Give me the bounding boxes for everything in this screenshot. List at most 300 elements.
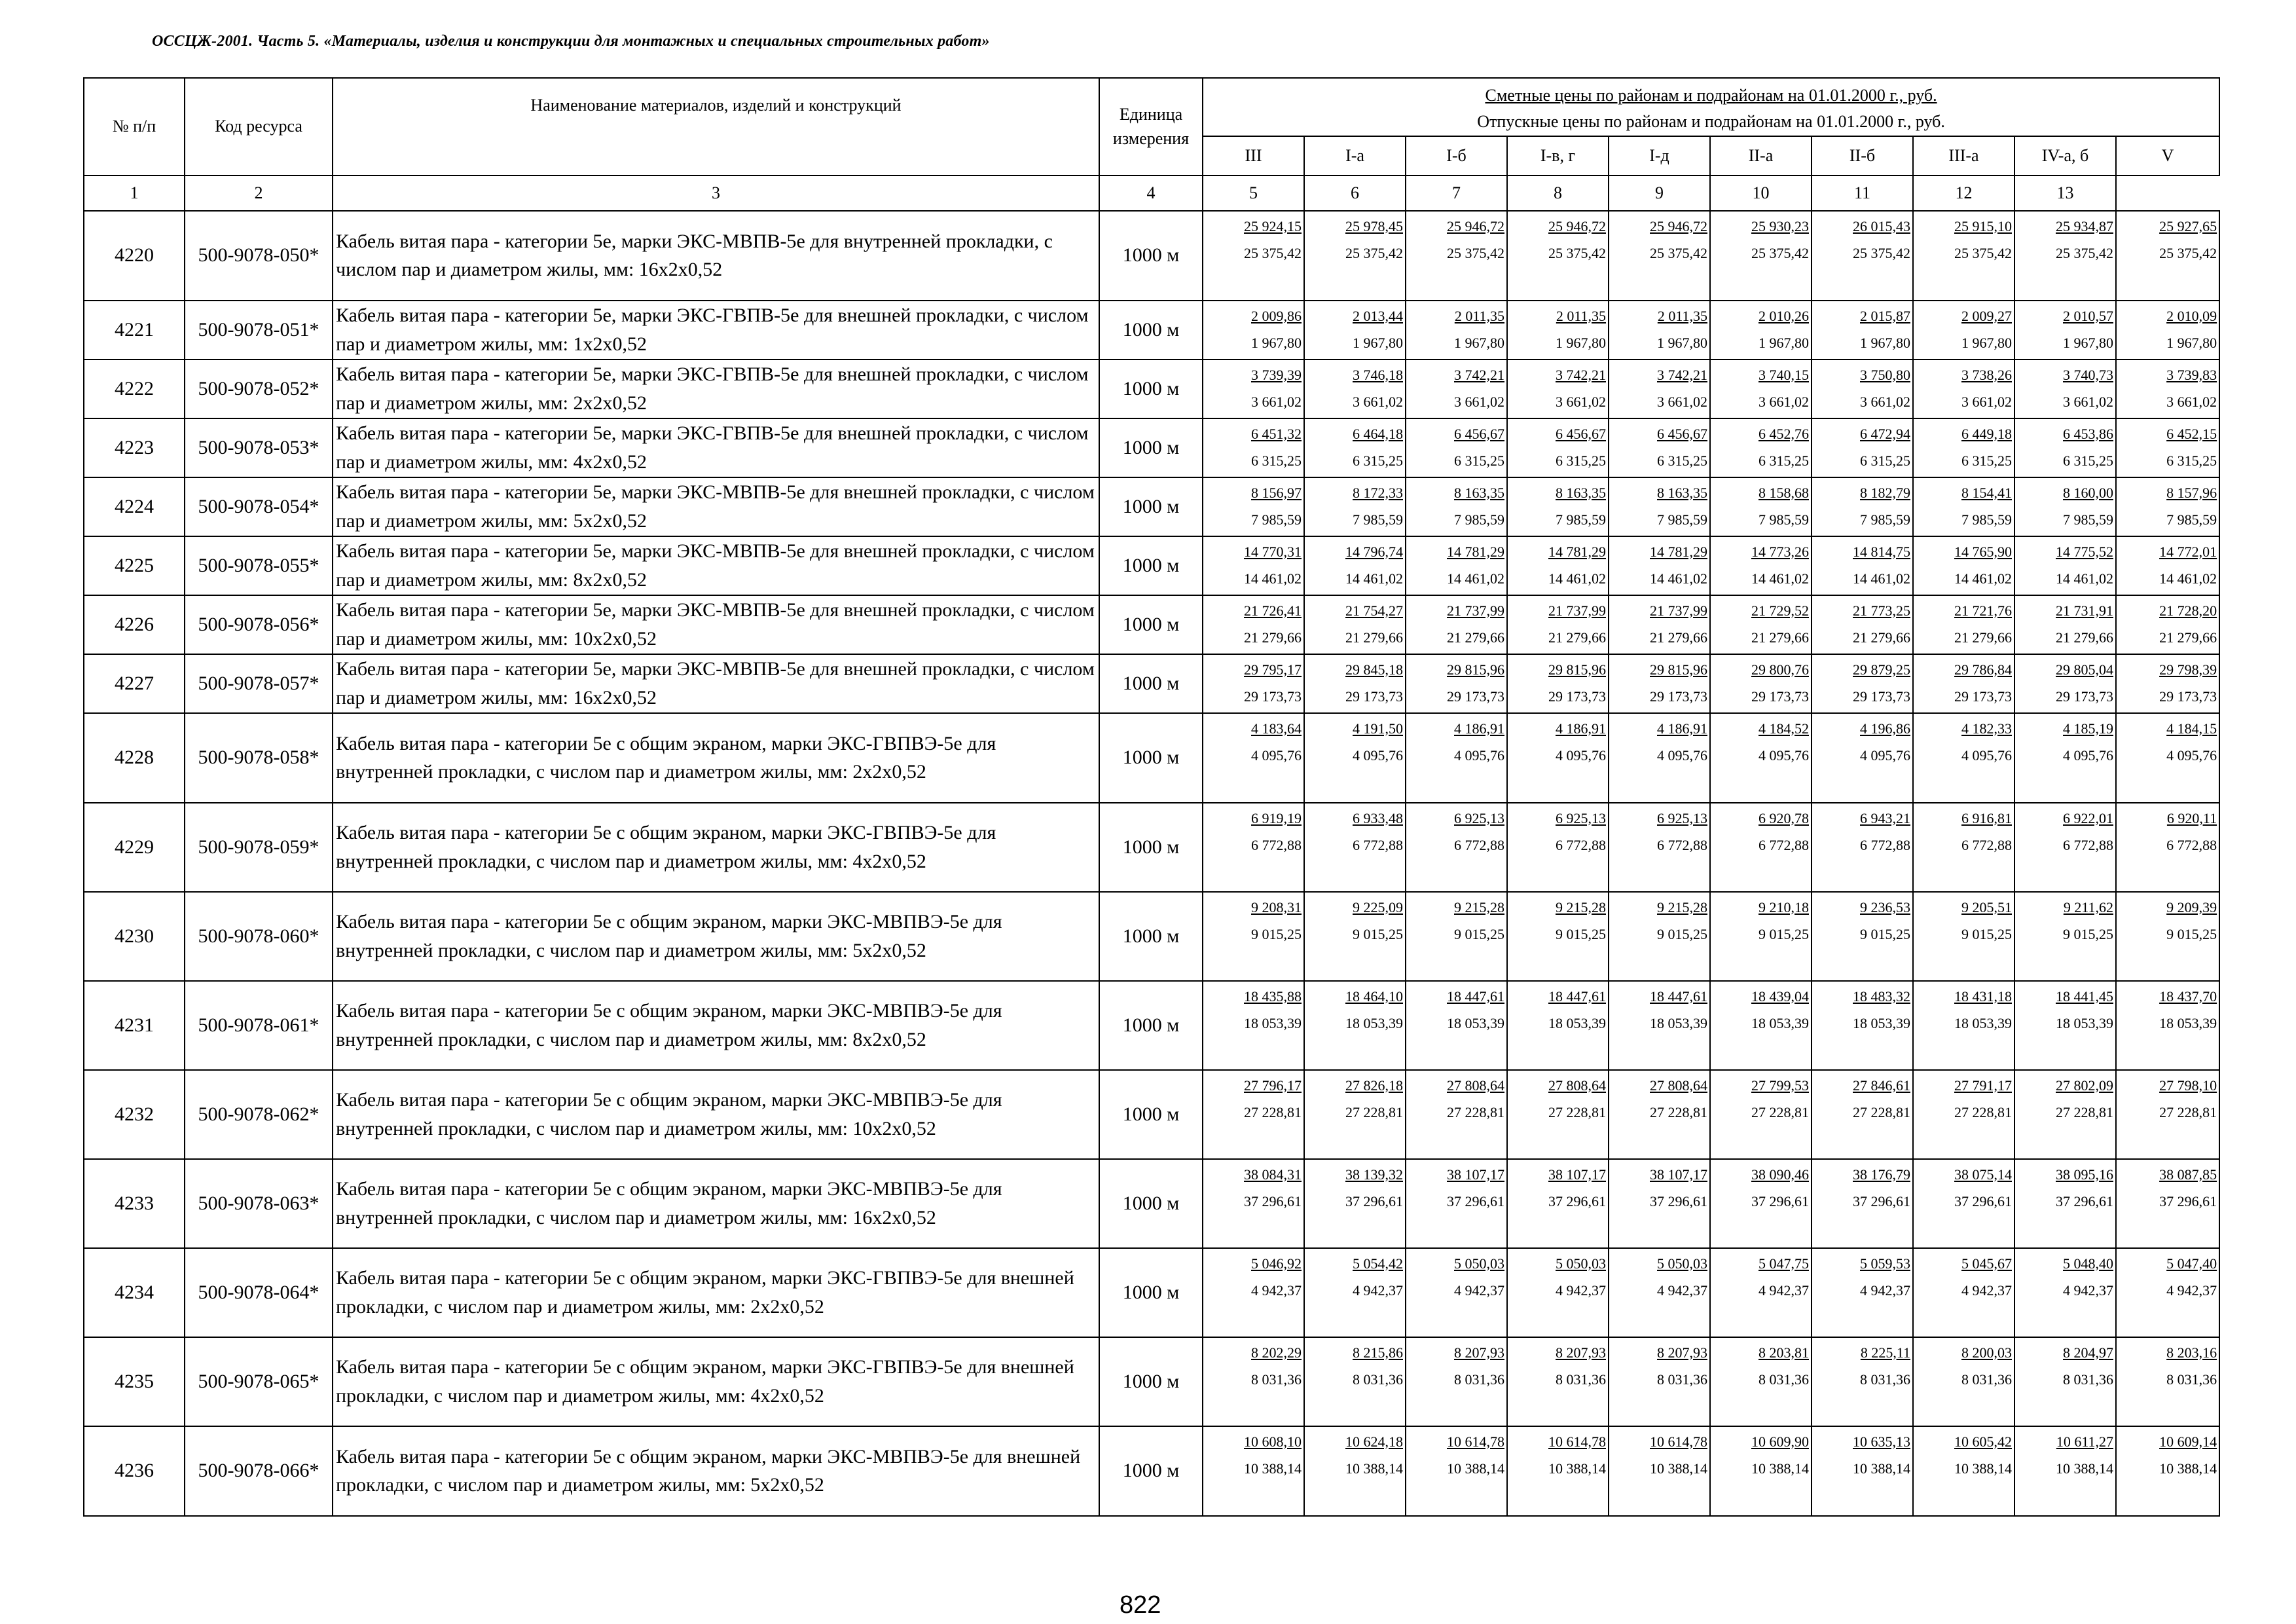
row-number: 4229: [84, 803, 185, 892]
estimate-price: 8 203,16: [2166, 1344, 2217, 1361]
resource-code: 500-9078-053*: [185, 418, 333, 477]
release-price: 27 228,81: [1345, 1104, 1403, 1121]
release-price: 4 942,37: [1860, 1282, 1910, 1299]
price-cell: [2116, 1337, 2219, 1426]
estimate-price: 25 934,87: [2056, 217, 2113, 234]
unit-of-measure: 1000 м: [1099, 536, 1203, 595]
release-price: 14 461,02: [1954, 570, 2012, 587]
price-cell: [1507, 1248, 1609, 1337]
release-price: 7 985,59: [1556, 511, 1606, 528]
release-price: 7 985,59: [2063, 511, 2113, 528]
release-price: 25 375,42: [1954, 245, 2012, 262]
price-cell: [1710, 595, 1812, 654]
price-cell: [1507, 477, 1609, 536]
estimate-price: 3 740,73: [2063, 366, 2113, 383]
estimate-price: 26 015,43: [1853, 217, 1910, 234]
estimate-price: 8 154,41: [1961, 484, 2012, 501]
estimate-price: 38 107,17: [1548, 1166, 1606, 1183]
price-cell: [2116, 211, 2219, 301]
estimate-price: 29 815,96: [1548, 661, 1606, 678]
release-price: 3 661,02: [1860, 394, 1910, 411]
estimate-price: 6 943,21: [1860, 809, 1910, 826]
resource-code: 500-9078-051*: [185, 301, 333, 360]
price-cell: [1913, 1426, 2014, 1516]
price-cell: [1406, 803, 1507, 892]
release-price: 7 985,59: [1353, 511, 1403, 528]
estimate-price: 5 047,40: [2166, 1255, 2217, 1272]
resource-code: 500-9078-065*: [185, 1337, 333, 1426]
price-cell: [1812, 418, 1913, 477]
price-cell: [1609, 1070, 1710, 1159]
estimate-price: 29 845,18: [1345, 661, 1403, 678]
price-cell: [1710, 1070, 1812, 1159]
price-cell: [1203, 301, 1304, 360]
release-price: 4 095,76: [2166, 747, 2217, 764]
estimate-price: 18 431,18: [1954, 987, 2012, 1005]
estimate-price: 14 814,75: [1853, 543, 1910, 560]
estimate-price: 4 184,15: [2166, 720, 2217, 737]
column-number: 1: [84, 175, 185, 211]
release-price: 14 461,02: [2159, 570, 2217, 587]
release-price: 4 942,37: [1657, 1282, 1707, 1299]
row-number: 4221: [84, 301, 185, 360]
price-cell: [1406, 1070, 1507, 1159]
release-price: 18 053,39: [2056, 1015, 2113, 1032]
price-cell: [1507, 1426, 1609, 1516]
price-cell: [1406, 713, 1507, 803]
unit-of-measure: 1000 м: [1099, 1337, 1203, 1426]
estimate-price: 8 215,86: [1353, 1344, 1403, 1361]
table-row: [84, 981, 2219, 1070]
estimate-price: 2 010,57: [2063, 307, 2113, 324]
price-cell: [1304, 1070, 1406, 1159]
material-name: Кабель витая пара - категории 5е с общим экраном, марки ЭКС-ГВПВЭ-5е для внутренней прокладки, с числом пар и диаметром жилы, мм: 2х2х0,52: [333, 713, 1099, 803]
material-name: Кабель витая пара - категории 5е с общим экраном, марки ЭКС-МВПВЭ-5е для внешней прокладки, с числом пар и диаметром жилы, мм: 5х2х0,52: [333, 1426, 1099, 1516]
price-cell: [1710, 301, 1812, 360]
price-cell: [1203, 477, 1304, 536]
price-cell: [1507, 360, 1609, 418]
estimate-price: 27 808,64: [1447, 1077, 1504, 1094]
release-price: 29 173,73: [1954, 688, 2012, 705]
estimate-price: 3 738,26: [1961, 366, 2012, 383]
estimate-price: 2 013,44: [1353, 307, 1403, 324]
region-header: II-а: [1710, 136, 1812, 175]
release-price: 9 015,25: [2063, 926, 2113, 943]
unit-of-measure: 1000 м: [1099, 360, 1203, 418]
release-price: 3 661,02: [1353, 394, 1403, 411]
row-number: 4228: [84, 713, 185, 803]
release-price: 21 279,66: [1447, 629, 1504, 646]
price-cell: [2014, 713, 2116, 803]
release-price: 4 942,37: [1758, 1282, 1809, 1299]
price-cell: [1609, 713, 1710, 803]
release-price: 27 228,81: [2159, 1104, 2217, 1121]
price-cell: [1304, 360, 1406, 418]
estimate-price: 3 739,39: [1251, 366, 1302, 383]
estimate-price: 10 609,14: [2159, 1433, 2217, 1450]
release-price: 21 279,66: [1751, 629, 1809, 646]
release-price: 27 228,81: [1751, 1104, 1809, 1121]
release-price: 7 985,59: [1657, 511, 1707, 528]
price-cell: [1913, 595, 2014, 654]
release-price: 25 375,42: [2056, 245, 2113, 262]
release-price: 9 015,25: [2166, 926, 2217, 943]
column-number: 9: [1609, 175, 1710, 211]
price-cell: [2116, 892, 2219, 981]
release-price: 4 095,76: [1556, 747, 1606, 764]
price-cell: [2014, 477, 2116, 536]
release-price: 14 461,02: [1548, 570, 1606, 587]
estimate-price: 6 925,13: [1657, 809, 1707, 826]
material-name: Кабель витая пара - категории 5е, марки ЭКС-МВПВ-5е для внутренней прокладки, с числом пар и диаметром жилы, мм: 16х2х0,52: [333, 211, 1099, 301]
release-price: 18 053,39: [1345, 1015, 1403, 1032]
price-cell: [1406, 301, 1507, 360]
resource-code: 500-9078-056*: [185, 595, 333, 654]
row-number: 4225: [84, 536, 185, 595]
price-cell: [1812, 301, 1913, 360]
estimate-price: 9 215,28: [1657, 898, 1707, 915]
region-header: IV-а, б: [2014, 136, 2116, 175]
release-price: 6 315,25: [1961, 452, 2012, 470]
estimate-price: 6 472,94: [1860, 425, 1910, 442]
estimate-price: 14 775,52: [2056, 543, 2113, 560]
release-price: 18 053,39: [1244, 1015, 1302, 1032]
price-cell: [2116, 981, 2219, 1070]
price-cell: [1812, 1070, 1913, 1159]
release-price: 37 296,61: [1244, 1193, 1302, 1210]
price-cell: [1406, 654, 1507, 713]
price-cell: [1812, 1337, 1913, 1426]
estimate-price: 27 808,64: [1548, 1077, 1606, 1094]
estimate-price: 5 059,53: [1860, 1255, 1910, 1272]
estimate-price: 4 182,33: [1961, 720, 2012, 737]
estimate-price: 8 203,81: [1758, 1344, 1809, 1361]
price-cell: [2116, 1070, 2219, 1159]
price-cell: [1507, 211, 1609, 301]
price-cell: [1913, 981, 2014, 1070]
estimate-price: 21 721,76: [1954, 602, 2012, 619]
estimate-price: 14 796,74: [1345, 543, 1403, 560]
estimate-price: 6 920,78: [1758, 809, 1809, 826]
material-name: Кабель витая пара - категории 5е с общим экраном, марки ЭКС-ГВПВЭ-5е для внешней прокладки, с числом пар и диаметром жилы, мм: 4х2х0,52: [333, 1337, 1099, 1426]
estimate-price: 6 456,67: [1454, 425, 1504, 442]
release-price: 14 461,02: [1345, 570, 1403, 587]
release-price: 7 985,59: [1860, 511, 1910, 528]
estimate-price: 25 978,45: [1345, 217, 1403, 234]
price-cell: [1304, 211, 1406, 301]
row-number: 4224: [84, 477, 185, 536]
estimate-price: 10 605,42: [1954, 1433, 2012, 1450]
row-number: 4227: [84, 654, 185, 713]
release-price: 29 173,73: [1548, 688, 1606, 705]
price-cell: [1710, 654, 1812, 713]
estimate-price: 25 930,23: [1751, 217, 1809, 234]
estimate-price: 8 225,11: [1860, 1344, 1910, 1361]
release-price: 18 053,39: [1751, 1015, 1809, 1032]
release-price: 21 279,66: [1954, 629, 2012, 646]
unit-of-measure: 1000 м: [1099, 595, 1203, 654]
release-price: 6 315,25: [1657, 452, 1707, 470]
price-cell: [1203, 211, 1304, 301]
estimate-price: 4 186,91: [1454, 720, 1504, 737]
estimate-price: 2 010,26: [1758, 307, 1809, 324]
material-name: Кабель витая пара - категории 5е с общим экраном, марки ЭКС-ГВПВЭ-5е для внешней прокладки, с числом пар и диаметром жилы, мм: 2х2х0,52: [333, 1248, 1099, 1337]
estimate-price: 4 186,91: [1556, 720, 1606, 737]
release-price: 1 967,80: [1353, 335, 1403, 352]
release-price: 27 228,81: [1650, 1104, 1707, 1121]
release-price: 6 772,88: [2063, 837, 2113, 854]
estimate-price: 2 010,09: [2166, 307, 2217, 324]
release-price: 6 315,25: [1353, 452, 1403, 470]
release-price: 1 967,80: [1961, 335, 2012, 352]
release-price: 8 031,36: [1758, 1371, 1809, 1388]
price-cell: [1913, 1159, 2014, 1248]
material-name: Кабель витая пара - категории 5е, марки ЭКС-МВПВ-5е для внешней прокладки, с числом пар и диаметром жилы, мм: 8х2х0,52: [333, 536, 1099, 595]
estimate-price: 9 236,53: [1860, 898, 1910, 915]
release-price: 18 053,39: [1954, 1015, 2012, 1032]
estimate-price: 8 157,96: [2166, 484, 2217, 501]
release-price: 21 279,66: [1345, 629, 1403, 646]
estimate-price: 5 046,92: [1251, 1255, 1302, 1272]
price-cell: [2116, 477, 2219, 536]
release-price: 29 173,73: [1345, 688, 1403, 705]
estimate-price: 5 050,03: [1657, 1255, 1707, 1272]
header-no: № п/п: [84, 78, 185, 175]
release-price: 10 388,14: [1244, 1460, 1302, 1477]
release-price: 37 296,61: [1751, 1193, 1809, 1210]
estimate-price: 8 207,93: [1657, 1344, 1707, 1361]
estimate-price: 5 054,42: [1353, 1255, 1403, 1272]
estimate-price: 10 609,90: [1751, 1433, 1809, 1450]
release-price: 4 942,37: [1556, 1282, 1606, 1299]
price-cell: [1406, 1426, 1507, 1516]
estimate-price: 8 204,97: [2063, 1344, 2113, 1361]
resource-code: 500-9078-057*: [185, 654, 333, 713]
release-price: 6 315,25: [1758, 452, 1809, 470]
estimate-price: 2 011,35: [1454, 307, 1504, 324]
price-cell: [1812, 595, 1913, 654]
material-name: Кабель витая пара - категории 5е, марки ЭКС-МВПВ-5е для внешней прокладки, с числом пар и диаметром жилы, мм: 10х2х0,52: [333, 595, 1099, 654]
release-price: 3 661,02: [1961, 394, 2012, 411]
estimate-price: 6 452,15: [2166, 425, 2217, 442]
release-price: 8 031,36: [1251, 1371, 1302, 1388]
release-price: 3 661,02: [2166, 394, 2217, 411]
estimate-price: 6 464,18: [1353, 425, 1403, 442]
price-cell: [1812, 803, 1913, 892]
table-row: [84, 211, 2219, 301]
estimate-price: 8 163,35: [1556, 484, 1606, 501]
price-cell: [1304, 892, 1406, 981]
price-cell: [1609, 301, 1710, 360]
estimate-price: 6 925,13: [1556, 809, 1606, 826]
material-name: Кабель витая пара - категории 5е, марки ЭКС-МВПВ-5е для внешней прокладки, с числом пар и диаметром жилы, мм: 16х2х0,52: [333, 654, 1099, 713]
release-price: 14 461,02: [1447, 570, 1504, 587]
estimate-price: 6 920,11: [2166, 809, 2217, 826]
estimate-price: 4 183,64: [1251, 720, 1302, 737]
price-cell: [1507, 803, 1609, 892]
estimate-price: 10 608,10: [1244, 1433, 1302, 1450]
row-number: 4226: [84, 595, 185, 654]
release-price: 4 095,76: [1454, 747, 1504, 764]
estimate-price: 18 464,10: [1345, 987, 1403, 1005]
estimate-price: 25 924,15: [1244, 217, 1302, 234]
price-cell: [1304, 981, 1406, 1070]
release-price: 8 031,36: [1353, 1371, 1403, 1388]
estimate-price: 3 750,80: [1860, 366, 1910, 383]
release-price: 7 985,59: [1961, 511, 2012, 528]
estimate-price: 2 009,86: [1251, 307, 1302, 324]
estimate-price: 4 185,19: [2063, 720, 2113, 737]
estimate-price: 8 158,68: [1758, 484, 1809, 501]
release-price: 21 279,66: [2159, 629, 2217, 646]
price-cell: [1710, 211, 1812, 301]
release-price: 9 015,25: [1556, 926, 1606, 943]
column-number-row: [84, 175, 2219, 211]
release-price: 25 375,42: [1244, 245, 1302, 262]
price-cell: [1507, 713, 1609, 803]
price-cell: [1406, 1159, 1507, 1248]
resource-code: 500-9078-062*: [185, 1070, 333, 1159]
release-price: 25 375,42: [1751, 245, 1809, 262]
price-cell: [2116, 418, 2219, 477]
release-price: 3 661,02: [1657, 394, 1707, 411]
price-cell: [1913, 536, 2014, 595]
estimate-price: 14 773,26: [1751, 543, 1809, 560]
table-row: [84, 892, 2219, 981]
region-header: I-б: [1406, 136, 1507, 175]
table-row: [84, 1248, 2219, 1337]
column-number: 7: [1406, 175, 1507, 211]
row-number: 4222: [84, 360, 185, 418]
price-cell: [1812, 536, 1913, 595]
estimate-price: 38 084,31: [1244, 1166, 1302, 1183]
column-number: 8: [1507, 175, 1609, 211]
price-cell: [1203, 536, 1304, 595]
column-number: 6: [1304, 175, 1406, 211]
price-cell: [1304, 301, 1406, 360]
price-cell: [1710, 360, 1812, 418]
estimate-price: 3 740,15: [1758, 366, 1809, 383]
price-cell: [1304, 1248, 1406, 1337]
estimate-price: 6 451,32: [1251, 425, 1302, 442]
resource-code: 500-9078-059*: [185, 803, 333, 892]
release-price: 6 315,25: [2063, 452, 2113, 470]
estimate-price: 21 773,25: [1853, 602, 1910, 619]
column-number: 11: [1812, 175, 1913, 211]
release-price: 37 296,61: [1345, 1193, 1403, 1210]
release-price: 29 173,73: [2159, 688, 2217, 705]
column-number: 5: [1203, 175, 1304, 211]
price-cell: [1913, 1337, 2014, 1426]
release-price: 21 279,66: [1548, 629, 1606, 646]
estimate-price: 3 742,21: [1657, 366, 1707, 383]
price-cell: [2014, 301, 2116, 360]
price-cell: [2014, 595, 2116, 654]
column-number: 3: [333, 175, 1099, 211]
price-cell: [1812, 1426, 1913, 1516]
estimate-price: 3 742,21: [1556, 366, 1606, 383]
release-price: 3 661,02: [2063, 394, 2113, 411]
unit-of-measure: 1000 м: [1099, 418, 1203, 477]
row-number: 4220: [84, 211, 185, 301]
material-name: Кабель витая пара - категории 5е с общим экраном, марки ЭКС-МВПВЭ-5е для внутренней прокладки, с числом пар и диаметром жилы, мм: 8х2х0,52: [333, 981, 1099, 1070]
unit-of-measure: 1000 м: [1099, 892, 1203, 981]
column-number: 10: [1710, 175, 1812, 211]
estimate-price: 14 765,90: [1954, 543, 2012, 560]
estimate-price: 27 796,17: [1244, 1077, 1302, 1094]
estimate-price: 4 196,86: [1860, 720, 1910, 737]
release-price: 1 967,80: [1657, 335, 1707, 352]
price-cell: [1609, 595, 1710, 654]
price-cell: [2116, 1248, 2219, 1337]
estimate-price: 14 781,29: [1650, 543, 1707, 560]
price-cell: [1304, 477, 1406, 536]
release-price: 29 173,73: [1751, 688, 1809, 705]
release-price: 3 661,02: [1758, 394, 1809, 411]
estimate-price: 27 846,61: [1853, 1077, 1910, 1094]
release-price: 25 375,42: [1345, 245, 1403, 262]
price-cell: [2014, 418, 2116, 477]
estimate-price: 25 946,72: [1650, 217, 1707, 234]
release-price: 27 228,81: [1447, 1104, 1504, 1121]
material-name: Кабель витая пара - категории 5е, марки ЭКС-МВПВ-5е для внешней прокладки, с числом пар и диаметром жилы, мм: 5х2х0,52: [333, 477, 1099, 536]
estimate-price: 18 441,45: [2056, 987, 2113, 1005]
estimate-price: 14 770,31: [1244, 543, 1302, 560]
release-price: 4 095,76: [1961, 747, 2012, 764]
resource-code: 500-9078-050*: [185, 211, 333, 301]
price-cell: [1203, 595, 1304, 654]
estimate-price: 8 172,33: [1353, 484, 1403, 501]
price-cell: [1609, 418, 1710, 477]
release-price: 1 967,80: [1860, 335, 1910, 352]
release-price: 14 461,02: [2056, 570, 2113, 587]
release-price: 37 296,61: [2159, 1193, 2217, 1210]
release-price: 4 095,76: [1353, 747, 1403, 764]
price-cell: [1406, 1337, 1507, 1426]
estimate-price: 18 447,61: [1650, 987, 1707, 1005]
release-price: 14 461,02: [1244, 570, 1302, 587]
price-cell: [1913, 418, 2014, 477]
price-cell: [1609, 1248, 1710, 1337]
estimate-price: 29 800,76: [1751, 661, 1809, 678]
resource-code: 500-9078-060*: [185, 892, 333, 981]
price-cell: [2116, 536, 2219, 595]
release-price: 37 296,61: [1853, 1193, 1910, 1210]
estimate-price: 6 919,19: [1251, 809, 1302, 826]
estimate-price: 21 729,52: [1751, 602, 1809, 619]
price-cell: [1203, 1426, 1304, 1516]
column-number: 12: [1913, 175, 2014, 211]
estimate-price: 38 090,46: [1751, 1166, 1809, 1183]
price-cell: [2014, 360, 2116, 418]
estimate-price: 3 746,18: [1353, 366, 1403, 383]
price-cell: [1304, 595, 1406, 654]
region-header: I-в, г: [1507, 136, 1609, 175]
release-price: 21 279,66: [1650, 629, 1707, 646]
release-price: 6 772,88: [1353, 837, 1403, 854]
release-price: 14 461,02: [1751, 570, 1809, 587]
release-price: 37 296,61: [1954, 1193, 2012, 1210]
estimate-price: 8 207,93: [1556, 1344, 1606, 1361]
estimate-price: 4 186,91: [1657, 720, 1707, 737]
row-number: 4236: [84, 1426, 185, 1516]
price-cell: [1203, 1159, 1304, 1248]
estimate-price: 38 087,85: [2159, 1166, 2217, 1183]
estimate-price: 38 095,16: [2056, 1166, 2113, 1183]
price-cell: [2014, 892, 2116, 981]
table-row: [84, 713, 2219, 803]
price-cell: [1203, 713, 1304, 803]
